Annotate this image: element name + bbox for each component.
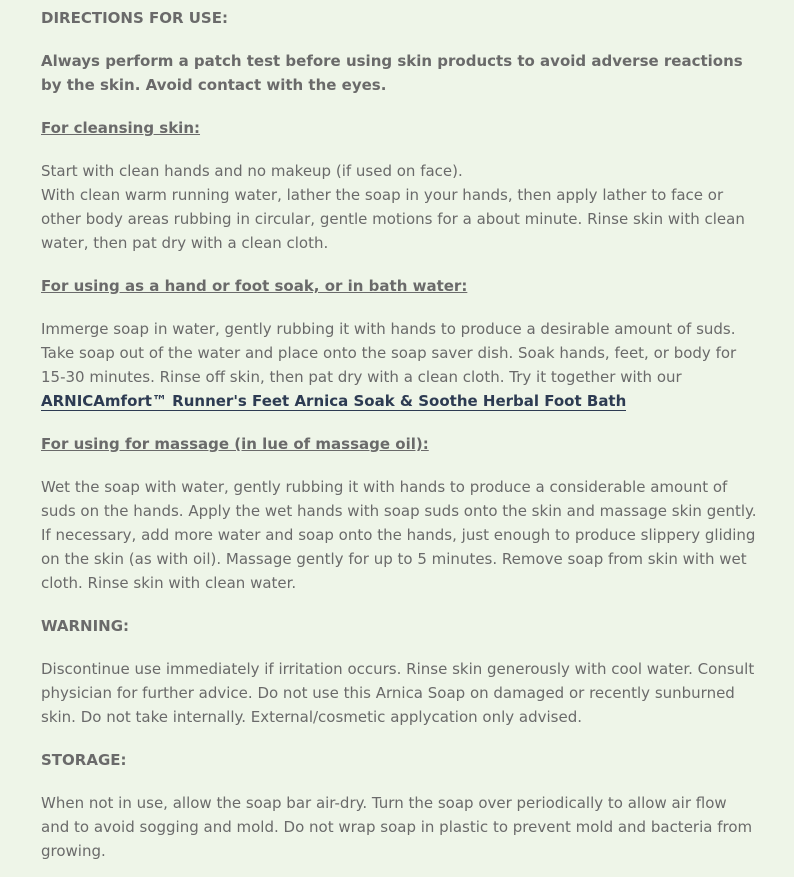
patch-test-notice: Always perform a patch test before using skin products to avoid adverse reactions by the skin. Avoid contact with the eyes. [41,52,743,94]
warning-heading: WARNING: [41,617,130,635]
cleansing-line-1: Start with clean hands and no makeup (if used on face). [41,162,463,180]
soak-text [41,317,758,413]
warning-text: Discontinue use immediately if irritation occurs. Rinse skin generously with cool water. Consult physician for further advice. Do not use this Arnica Soap on damaged or recently sunburned skin. Do not take internally. External/cosmetic applycation only advised. [41,660,755,726]
massage-heading: For using for massage (in lue of massage oil): [41,435,429,453]
foot-bath-product-link[interactable]: ARNICAmfort™ Runner's Feet Arnica Soak & Soothe Herbal Foot Bath [41,392,627,410]
massage-text: Wet the soap with water, gently rubbing it with hands to produce a considerable amount of suds on the hands. Apply the wet hands with soap suds onto the skin and massage skin gently. If necessary, add more water and soap onto the hands, just enough to produce slippery gliding on the skin (as with oil). Massage gently for up to 5 minutes. Remove soap from skin with wet cloth. Rinse skin with clean water. [41,478,757,592]
soak-text-body: Immerge soap in water, gently rubbing it with hands to produce a desirable amount of suds. Take soap out of the water and place onto the soap saver dish. Soak hands, feet, or body for 15-30 minutes. Rinse off skin, then pat dry with a clean cloth. Try it together with our [41,320,737,386]
cleansing-line-2: With clean warm running water, lather the soap in your hands, then apply lather to face or other body areas rubbing in circular, gentle motions for a about minute. Rinse skin with clean water, then pat dry with a clean cloth. [41,186,745,252]
storage-text: When not in use, allow the soap bar air-dry. Turn the soap over periodically to allow air flow and to avoid sogging and mold. Do not wrap soap in plastic to prevent mold and bacteria from growing. [41,794,753,860]
storage-heading: STORAGE: [41,751,127,769]
soak-heading: For using as a hand or foot soak, or in bath water: [41,277,468,295]
cleansing-heading: For cleansing skin: [41,119,201,137]
directions-heading: DIRECTIONS FOR USE: [41,9,228,27]
